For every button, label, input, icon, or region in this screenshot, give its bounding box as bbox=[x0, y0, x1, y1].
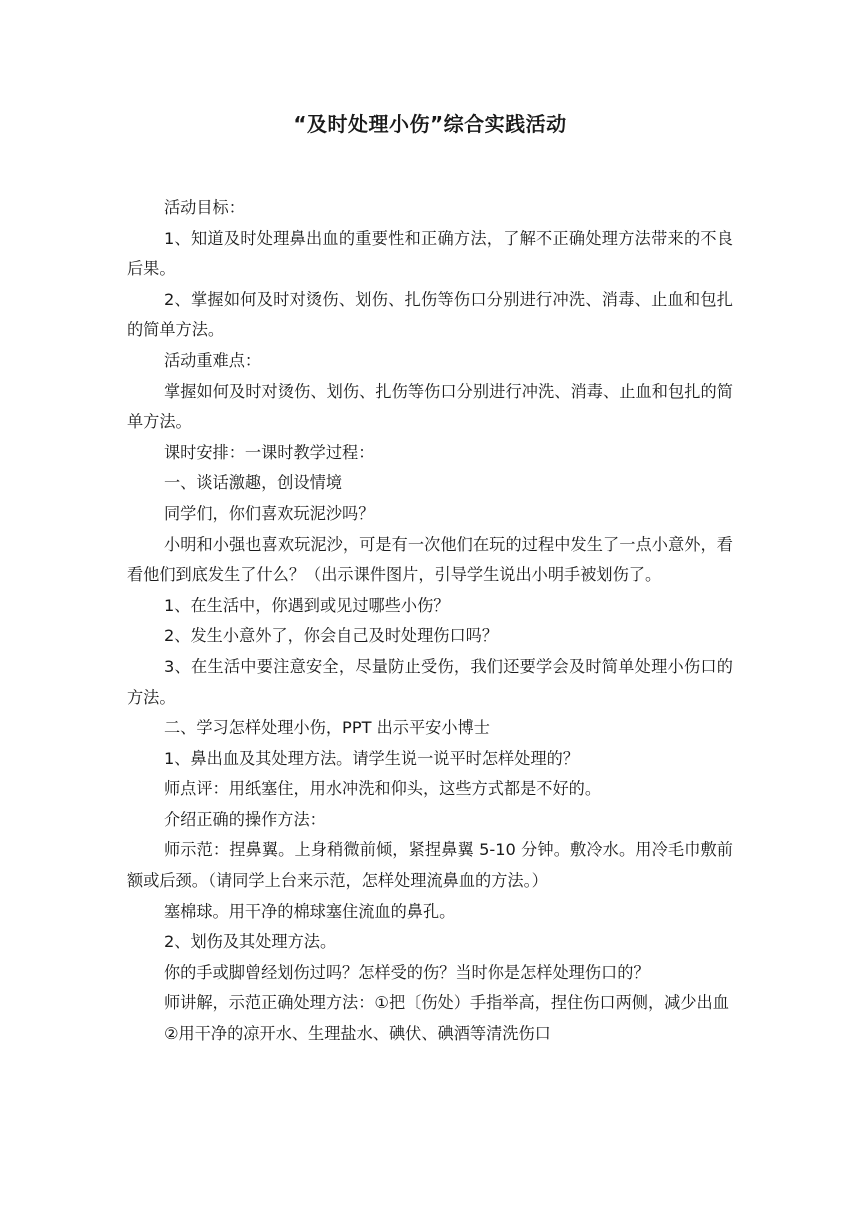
paragraph-story: 小明和小强也喜欢玩泥沙，可是有一次他们在玩的过程中发生了一点小意外，看看他们到底发生了什么？（出示课件图片，引导学生说出小明手被划伤了。 bbox=[127, 534, 733, 585]
paragraph-question-play: 同学们，你们喜欢玩泥沙吗？ bbox=[164, 503, 375, 523]
paragraph-cotton-ball: 塞棉球。用干净的棉球塞住流血的鼻孔。 bbox=[164, 901, 456, 921]
paragraph-nosebleed: 1、鼻出血及其处理方法。请学生说一说平时怎样处理的？ bbox=[164, 748, 579, 768]
heading-section-2: 二、学习怎样处理小伤，PPT 出示平安小博士 bbox=[164, 718, 490, 738]
paragraph-schedule: 课时安排：一课时教学过程： bbox=[164, 442, 375, 462]
paragraph-teacher-explain: 师讲解，示范正确处理方法：①把〔伤处）手指举高，捏住伤口两侧，减少出血 bbox=[164, 993, 729, 1013]
paragraph-teacher-comment: 师点评：用纸塞住，用水冲洗和仰头，这些方式都是不好的。 bbox=[164, 779, 602, 799]
heading-section-1: 一、谈话激趣，创设情境 bbox=[164, 473, 343, 493]
heading-key-difficulties: 活动重难点： bbox=[164, 350, 262, 370]
paragraph-cut-injury: 2、划伤及其处理方法。 bbox=[164, 932, 337, 952]
paragraph-key-difficulties: 掌握如何及时对烫伤、划伤、扎伤等伤口分别进行冲洗、消毒、止血和包扎的简单方法。 bbox=[127, 381, 733, 432]
document-body bbox=[127, 193, 733, 1050]
paragraph-teacher-demo: 师示范：捏鼻翼。上身稍微前倾，紧捏鼻翼 5-10 分钟。敷冷水。用冷毛巾敷前额或后颈。（请同学上台来示范，怎样处理流鼻血的方法。） bbox=[127, 840, 733, 891]
paragraph-question-3: 3、在生活中要注意安全，尽量防止受伤，我们还要学会及时简单处理小伤口的方法。 bbox=[127, 656, 733, 707]
heading-activity-goals: 活动目标： bbox=[164, 198, 245, 217]
paragraph-goal-1: 1、知道及时处理鼻出血的重要性和正确方法，了解不正确处理方法带来的不良后果。 bbox=[127, 228, 733, 279]
document-title: “及时处理小伤”综合实践活动 bbox=[293, 112, 567, 136]
paragraph-correct-method: 介绍正确的操作方法： bbox=[164, 809, 326, 829]
paragraph-goal-2: 2、掌握如何及时对烫伤、划伤、扎伤等伤口分别进行冲洗、消毒、止血和包扎的简单方法。 bbox=[127, 289, 733, 340]
paragraph-clean-wound: ②用干净的凉开水、生理盐水、碘伏、碘酒等清洗伤口 bbox=[164, 1024, 551, 1044]
paragraph-question-2: 2、发生小意外了，你会自己及时处理伤口吗？ bbox=[164, 626, 499, 646]
paragraph-cut-question: 你的手或脚曾经划伤过吗？怎样受的伤？当时你是怎样处理伤口的？ bbox=[164, 962, 650, 982]
paragraph-question-1: 1、在生活中，你遇到或见过哪些小伤？ bbox=[164, 595, 450, 615]
